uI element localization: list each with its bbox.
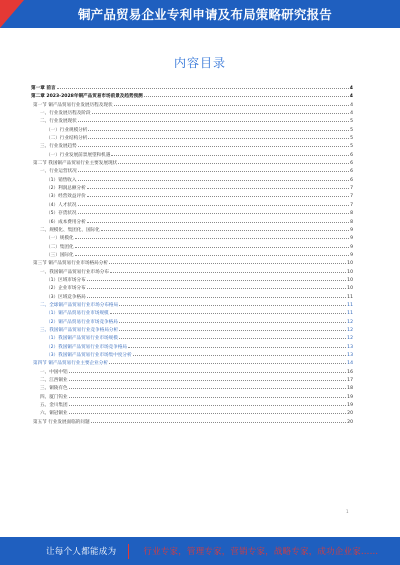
- toc-entry[interactable]: [31, 219, 353, 227]
- toc-entry-page: 19: [347, 403, 353, 409]
- toc-entry[interactable]: [31, 319, 353, 327]
- toc-entry[interactable]: [31, 160, 353, 168]
- toc-entry-page: 17: [347, 378, 353, 384]
- toc-leader-dots: [75, 255, 349, 256]
- toc-entry-title: 第一章 前言: [31, 86, 56, 91]
- toc-entry-title: （4）人才状况: [46, 202, 77, 208]
- toc-entry-title: （3）区域竞争格局: [46, 294, 86, 300]
- toc-entry[interactable]: [31, 377, 353, 385]
- toc-entry[interactable]: [31, 152, 353, 160]
- toc-entry[interactable]: [31, 85, 353, 93]
- toc-leader-dots: [133, 355, 347, 356]
- toc-entry-title: （6）成本费用分析: [46, 219, 86, 225]
- toc-entry-title: 三、我国铜产品贸易行业竞争格局分析: [40, 327, 119, 333]
- toc-entry-title: （3）我国铜产品贸易行业市场集中度分析: [46, 353, 132, 358]
- toc-leader-dots: [119, 305, 346, 306]
- toc-entry-title: （1）铜产品贸易行业市场规模: [46, 311, 109, 317]
- toc-entry-page: 7: [350, 202, 353, 208]
- toc-entry[interactable]: [31, 352, 353, 360]
- toc-entry-page: 4: [350, 111, 353, 117]
- toc-entry-page: 16: [347, 369, 353, 375]
- toc-leader-dots: [119, 338, 346, 339]
- toc-entry[interactable]: [31, 210, 353, 218]
- toc-entry-title: （2）铜产品贸易行业市场竞争格局: [46, 319, 118, 325]
- toc-entry-page: 11: [347, 311, 353, 317]
- toc-entry-page: 9: [350, 244, 353, 250]
- toc-entry[interactable]: [31, 302, 353, 310]
- toc-entry[interactable]: [31, 235, 353, 243]
- toc-entry-title: （1）我国铜产品贸易行业市场规模: [46, 336, 118, 342]
- toc-entry-page: 12: [347, 327, 353, 333]
- toc-entry-page: 10: [347, 286, 353, 292]
- toc-entry[interactable]: [31, 252, 353, 260]
- toc-entry-title: 二、全球铜产品贸易行业市场分布格局: [40, 302, 119, 308]
- toc-entry-title: 第二节 我国铜产品贸易行业主要发展现状: [33, 161, 118, 167]
- toc-leader-dots: [87, 188, 349, 189]
- toc-leader-dots: [119, 322, 346, 323]
- toc-leader-dots: [87, 196, 349, 197]
- toc-entry-page: 14: [347, 361, 353, 367]
- toc-entry-title: （2）企业市场分布: [46, 286, 86, 292]
- toc-entry-page: 18: [347, 386, 353, 392]
- toc-leader-dots: [69, 380, 347, 381]
- table-of-contents: [31, 85, 353, 427]
- toc-leader-dots: [110, 272, 346, 273]
- toc-leader-dots: [78, 171, 349, 172]
- toc-leader-dots: [69, 397, 347, 398]
- toc-entry-page: 19: [347, 394, 353, 400]
- toc-entry-title: （2）我国铜产品贸易行业市场竞争格局: [46, 344, 128, 350]
- toc-leader-dots: [57, 88, 349, 89]
- toc-entry[interactable]: [31, 185, 353, 193]
- toc-leader-dots: [87, 297, 346, 298]
- toc-entry[interactable]: [31, 360, 353, 368]
- toc-entry[interactable]: [31, 344, 353, 352]
- toc-entry[interactable]: [31, 402, 353, 410]
- toc-entry-title: 二、行业发展现状: [40, 119, 77, 125]
- toc-entry-page: 5: [350, 144, 353, 150]
- toc-entry-title: （二）行业结构分析: [46, 136, 88, 142]
- toc-entry-title: 六、铜冠铜业: [40, 411, 68, 417]
- toc-entry-page: 7: [350, 186, 353, 192]
- toc-leader-dots: [69, 372, 347, 373]
- toc-leader-dots: [69, 413, 347, 414]
- toc-entry[interactable]: [31, 294, 353, 302]
- toc-entry-page: 13: [347, 353, 353, 358]
- toc-entry-page: 4: [350, 102, 353, 108]
- toc-leader-dots: [69, 388, 347, 389]
- toc-leader-dots: [144, 96, 349, 97]
- toc-entry-page: 13: [347, 344, 353, 350]
- toc-entry-page: 8: [350, 211, 353, 217]
- toc-entry-page: 5: [350, 127, 353, 133]
- toc-entry-page: 6: [350, 161, 353, 167]
- toc-leader-dots: [78, 180, 350, 181]
- toc-heading: 内容目录: [173, 56, 226, 70]
- toc-entry[interactable]: [31, 269, 353, 277]
- toc-entry-page: 4: [349, 94, 353, 100]
- toc-entry[interactable]: [31, 335, 353, 343]
- toc-leader-dots: [111, 155, 349, 156]
- toc-entry-title: 第一节 铜产品贸易行业发展历程及现状: [33, 102, 113, 108]
- footer-tagline: 行业专家，管理专家，营销专家，战略专家，成功企业家……: [143, 547, 379, 557]
- toc-leader-dots: [119, 330, 346, 331]
- toc-entry[interactable]: [31, 385, 353, 393]
- toc-entry-title: （3）经营效益评价: [46, 194, 86, 200]
- toc-leader-dots: [75, 238, 349, 239]
- toc-entry[interactable]: [31, 244, 353, 252]
- toc-entry[interactable]: [31, 93, 353, 101]
- toc-entry-page: 11: [347, 294, 353, 300]
- toc-entry-title: （一）行业规模分析: [46, 127, 88, 133]
- toc-leader-dots: [91, 422, 347, 423]
- toc-entry-page: 20: [347, 411, 353, 417]
- toc-entry-page: 6: [350, 169, 353, 175]
- toc-entry-title: 一、行业发展历程及阶段: [40, 111, 91, 117]
- toc-entry-page: 20: [347, 419, 353, 425]
- toc-entry-page: 10: [347, 277, 353, 283]
- toc-entry-title: （一）行业发展前景展望和机遇: [46, 152, 111, 158]
- toc-entry-title: 四、厦门钨业: [40, 394, 68, 400]
- toc-entry-title: 三、行业发展趋势: [40, 144, 77, 150]
- toc-entry[interactable]: [31, 227, 353, 235]
- toc-leader-dots: [87, 288, 346, 289]
- toc-entry-title: 一、行业运营状况: [40, 169, 77, 175]
- toc-entry-title: （2）利润总额分析: [46, 186, 86, 192]
- header-banner: [0, 0, 400, 28]
- toc-leader-dots: [118, 163, 349, 164]
- header-red-accent: [0, 0, 24, 28]
- toc-entry-page: 9: [350, 227, 353, 233]
- toc-entry-page: 12: [347, 319, 353, 325]
- toc-entry[interactable]: [31, 110, 353, 118]
- toc-entry-page: 8: [350, 219, 353, 225]
- toc-entry[interactable]: [31, 202, 353, 210]
- toc-leader-dots: [69, 405, 347, 406]
- toc-entry[interactable]: [31, 327, 353, 335]
- toc-entry-title: 一、中国中铝: [40, 369, 68, 375]
- footer-divider: [128, 544, 129, 559]
- toc-entry-page: 10: [347, 269, 353, 275]
- report-title: 铜产品贸易企业专利申请及布局策略研究报告: [77, 7, 332, 22]
- toc-leader-dots: [110, 313, 346, 314]
- toc-entry-page: 9: [350, 252, 353, 258]
- toc-entry-page: 12: [347, 336, 353, 342]
- toc-leader-dots: [128, 347, 346, 348]
- toc-entry-title: 第三节 铜产品贸易行业市场格局分析: [33, 261, 108, 267]
- toc-entry-title: 五、金川集团: [40, 403, 68, 409]
- toc-leader-dots: [109, 363, 346, 364]
- toc-leader-dots: [88, 130, 349, 131]
- toc-entry-page: 9: [350, 236, 353, 242]
- toc-leader-dots: [75, 247, 349, 248]
- toc-leader-dots: [92, 113, 350, 114]
- toc-entry[interactable]: [31, 127, 353, 135]
- toc-entry[interactable]: [31, 310, 353, 318]
- toc-entry[interactable]: [31, 410, 353, 418]
- toc-leader-dots: [78, 121, 349, 122]
- toc-entry-title: （二）集团化: [46, 244, 74, 250]
- toc-entry[interactable]: [31, 177, 353, 185]
- toc-entry-page: 5: [350, 136, 353, 142]
- toc-entry[interactable]: [31, 193, 353, 201]
- toc-entry-page: 4: [349, 86, 353, 91]
- toc-entry[interactable]: [31, 135, 353, 143]
- toc-leader-dots: [78, 146, 349, 147]
- toc-entry-title: （1）销售收入: [46, 177, 77, 183]
- toc-leader-dots: [88, 138, 349, 139]
- toc-entry-title: （一）规模化: [46, 236, 74, 242]
- toc-entry[interactable]: [31, 419, 353, 427]
- toc-entry-page: 6: [350, 177, 353, 183]
- toc-leader-dots: [109, 263, 346, 264]
- footer-slogan: 让每个人都能成为: [46, 547, 117, 557]
- toc-entry-title: 第二章 2023-2028年铜产品贸易市场前景及趋势预测: [31, 94, 143, 100]
- toc-entry-title: （1）区域市场分布: [46, 277, 86, 283]
- toc-leader-dots: [87, 280, 346, 281]
- toc-leader-dots: [87, 222, 349, 223]
- footer-banner: [0, 537, 400, 565]
- toc-entry[interactable]: [31, 369, 353, 377]
- toc-entry-page: 11: [347, 302, 353, 308]
- toc-entry[interactable]: [31, 143, 353, 151]
- toc-entry-title: （5）存货状况: [46, 211, 77, 217]
- toc-entry-title: 第四节 铜产品贸易行业主要企业分析: [33, 361, 108, 367]
- toc-entry[interactable]: [31, 102, 353, 110]
- toc-entry-title: 一、我国铜产品贸易行业市场分布: [40, 269, 109, 275]
- toc-entry[interactable]: [31, 118, 353, 126]
- toc-entry-page: 7: [350, 194, 353, 200]
- toc-entry-title: 二、江西铜业: [40, 378, 68, 384]
- toc-entry[interactable]: [31, 260, 353, 268]
- toc-entry-page: 10: [347, 261, 353, 267]
- toc-leader-dots: [78, 213, 350, 214]
- toc-entry-title: 三、铜陵有色: [40, 386, 68, 392]
- toc-entry-title: 第五节 行业发展面临的问题: [33, 419, 90, 425]
- toc-entry[interactable]: [31, 394, 353, 402]
- toc-entry-page: 6: [350, 152, 353, 158]
- toc-entry-title: （三）国际化: [46, 252, 74, 258]
- toc-entry[interactable]: [31, 168, 353, 176]
- toc-leader-dots: [114, 105, 350, 106]
- toc-leader-dots: [78, 205, 350, 206]
- toc-entry-title: 二、规模化、集团化、国际化: [40, 227, 100, 233]
- toc-entry[interactable]: [31, 285, 353, 293]
- toc-entry-page: 5: [350, 119, 353, 125]
- toc-entry[interactable]: [31, 277, 353, 285]
- page-number: 1: [346, 509, 349, 514]
- toc-leader-dots: [101, 230, 349, 231]
